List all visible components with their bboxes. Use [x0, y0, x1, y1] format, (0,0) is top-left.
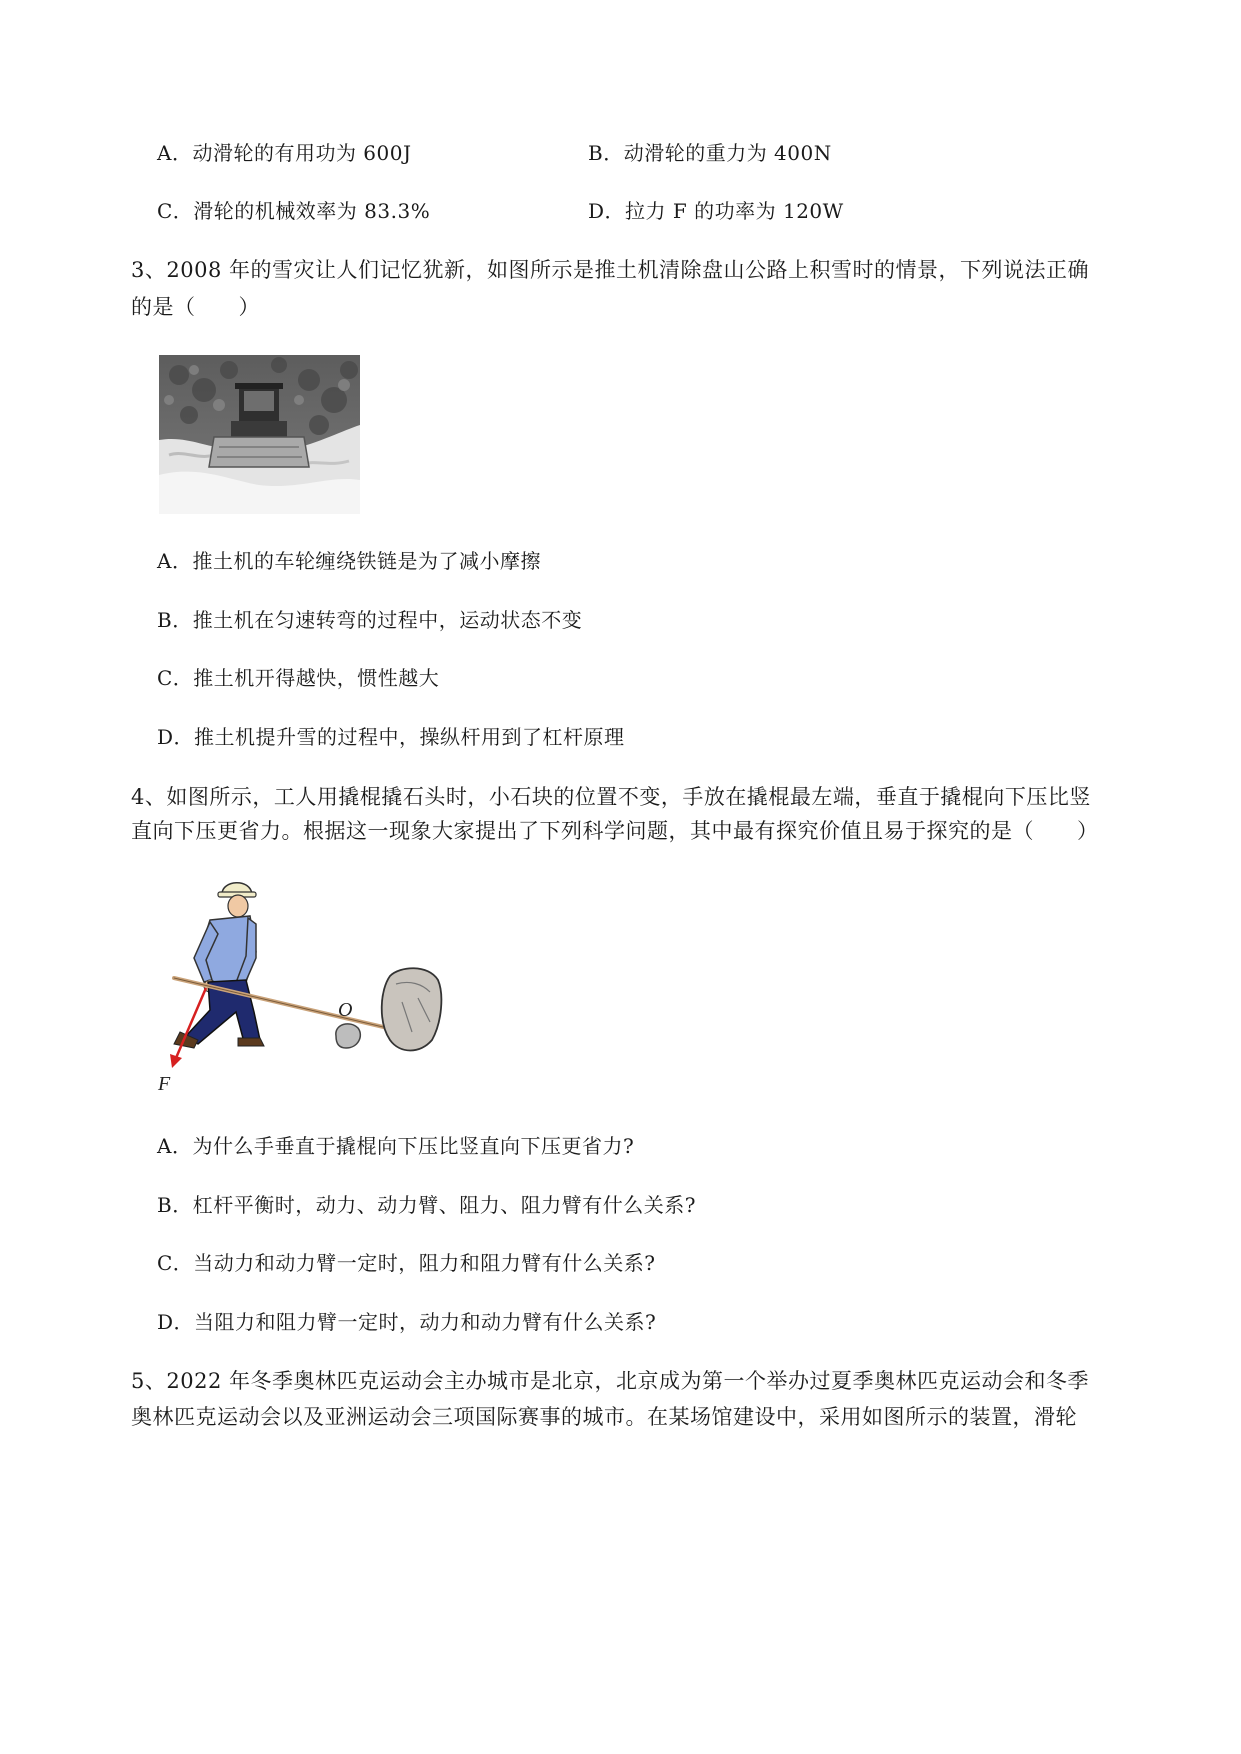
q2-option-a: A．动滑轮的有用功为 600J [157, 141, 412, 165]
q4-stem-line2: 直向下压更省力。根据这一现象大家提出了下列科学问题，其中最有探究价值且易于探究的是（ ） [131, 819, 1099, 843]
q5-stem-line1: 5、2022 年冬季奥林匹克运动会主办城市是北京，北京成为第一个举办过夏季奥林匹克运动会和冬季 [131, 1369, 1089, 1393]
bulldozer-photo [159, 355, 360, 514]
q3-option-d: D．推土机提升雪的过程中，操纵杆用到了杠杆原理 [157, 725, 625, 749]
q3-stem-line1: 3、2008 年的雪灾让人们记忆犹新，如图所示是推土机清除盘山公路上积雪时的情景，下列说法正确 [131, 258, 1089, 282]
small-rock [336, 1024, 361, 1048]
lever-worker-illustration [150, 872, 450, 1097]
q3-stem-line2: 的是（ ） [131, 295, 260, 319]
q3-option-b: B．推土机在匀速转弯的过程中，运动状态不变 [157, 608, 583, 632]
q5-stem-line2: 奥林匹克运动会以及亚洲运动会三项国际赛事的城市。在某场馆建设中，采用如图所示的装置，滑轮 [131, 1405, 1077, 1429]
boulder [382, 968, 442, 1050]
pivot-label: O [338, 999, 353, 1021]
q4-option-b: B．杠杆平衡时，动力、动力臂、阻力、阻力臂有什么关系? [157, 1193, 696, 1217]
q3-option-c: C．推土机开得越快，惯性越大 [157, 666, 440, 690]
q2-option-d: D．拉力 F 的功率为 120W [588, 199, 844, 223]
q4-option-c: C．当动力和动力臂一定时，阻力和阻力臂有什么关系? [157, 1251, 656, 1275]
q2-option-c: C．滑轮的机械效率为 83.3% [157, 199, 431, 223]
q4-option-a: A．为什么手垂直于撬棍向下压比竖直向下压更省力? [157, 1134, 635, 1158]
q4-option-d: D．当阻力和阻力臂一定时，动力和动力臂有什么关系? [157, 1310, 657, 1334]
force-label: F [158, 1073, 171, 1095]
q2-option-b: B．动滑轮的重力为 400N [588, 141, 832, 165]
q4-stem-line1: 4、如图所示，工人用撬棍撬石头时，小石块的位置不变，手放在撬棍最左端，垂直于撬棍向下压比竖 [131, 785, 1091, 809]
q3-option-a: A．推土机的车轮缠绕铁链是为了减小摩擦 [157, 549, 541, 573]
